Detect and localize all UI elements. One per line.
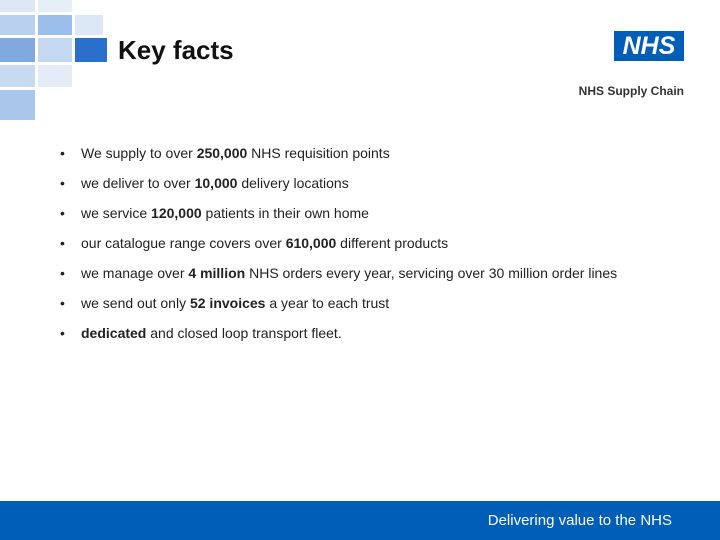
fact-highlight: 4 million <box>188 265 246 281</box>
fact-text: We supply to over <box>81 145 197 161</box>
fact-highlight: 52 invoices <box>189 295 266 311</box>
nhs-logo: NHS <box>614 31 684 61</box>
bullet-icon: • <box>60 295 65 311</box>
tile <box>0 0 35 12</box>
fact-text: our catalogue range covers over <box>81 235 286 251</box>
list-item <box>60 320 660 346</box>
footer-tagline: Delivering value to the NHS <box>487 512 672 529</box>
tile <box>38 0 72 12</box>
bullet-icon: • <box>60 325 65 341</box>
fact-text: we manage over <box>81 265 189 281</box>
list-item <box>60 170 660 196</box>
list-item <box>60 260 660 286</box>
bullet-icon: • <box>60 145 65 161</box>
fact-text: different products <box>336 235 449 251</box>
footer-bar <box>0 501 720 540</box>
fact-highlight: dedicated <box>81 325 147 341</box>
list-item <box>60 200 660 226</box>
fact-text: patients in their own home <box>201 205 369 221</box>
bullet-icon: • <box>60 175 65 191</box>
bullet-icon: • <box>60 235 65 251</box>
tile <box>38 38 72 62</box>
tile <box>0 38 35 62</box>
fact-text: we service <box>81 205 152 221</box>
fact-text: and closed loop transport fleet. <box>146 325 342 341</box>
page-title: Key facts <box>118 35 234 65</box>
decorative-tiles <box>0 0 110 125</box>
fact-highlight: 610,000 <box>285 235 337 251</box>
fact-highlight: 250,000 <box>196 145 248 161</box>
list-item <box>60 140 660 166</box>
fact-text: NHS orders every year, servicing over 30 million order lines <box>245 265 618 281</box>
fact-text: delivery locations <box>237 175 349 191</box>
list-item <box>60 230 660 256</box>
list-item <box>60 290 660 316</box>
fact-text: a year to each trust <box>265 295 390 311</box>
bullet-icon: • <box>60 265 65 281</box>
tile <box>75 38 107 62</box>
fact-text: we deliver to over <box>81 175 195 191</box>
tile <box>38 65 72 87</box>
tile <box>38 15 72 35</box>
key-facts-list <box>60 140 660 350</box>
tile <box>0 15 35 35</box>
bullet-icon: • <box>60 205 65 221</box>
tile <box>75 15 103 35</box>
fact-highlight: 10,000 <box>194 175 238 191</box>
fact-text: we send out only <box>81 295 190 311</box>
tile <box>0 90 35 120</box>
brand-line: NHS Supply Chain <box>578 84 684 98</box>
fact-highlight: 120,000 <box>151 205 202 221</box>
tile <box>0 65 35 87</box>
fact-text: NHS requisition points <box>247 145 390 161</box>
